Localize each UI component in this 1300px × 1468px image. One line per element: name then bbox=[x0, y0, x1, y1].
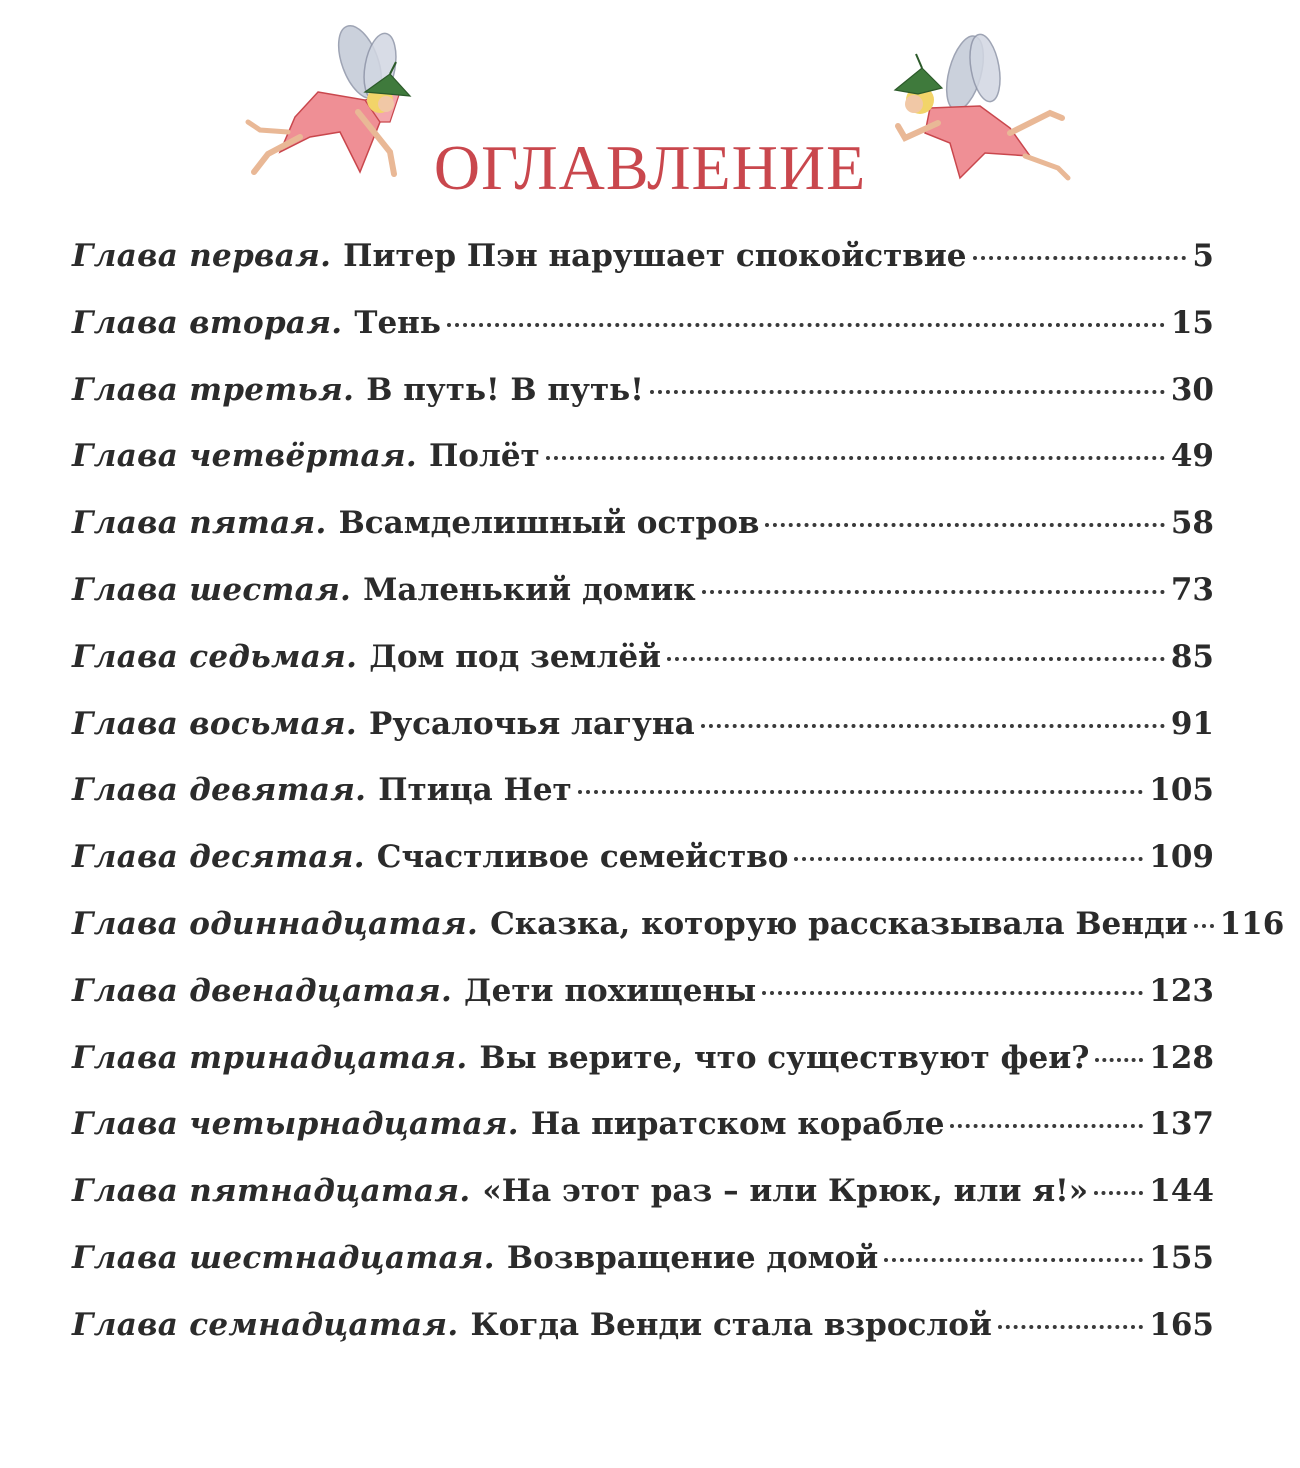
chapter-title: Возвращение домой bbox=[506, 1239, 879, 1276]
chapter-page-number: 15 bbox=[1170, 304, 1214, 341]
chapter-row bbox=[72, 505, 1214, 572]
chapter-page-number: 155 bbox=[1149, 1239, 1214, 1276]
chapter-row bbox=[72, 438, 1214, 505]
chapter-row bbox=[72, 639, 1214, 706]
chapter-page-number: 91 bbox=[1170, 705, 1214, 742]
chapter-title: Маленький домик bbox=[363, 571, 696, 608]
chapter-title: Питер Пэн нарушает спокойствие bbox=[343, 238, 967, 274]
chapter-label: Глава пятнадцатая. bbox=[72, 1173, 471, 1210]
chapter-label: Глава тринадцатая. bbox=[72, 1039, 468, 1076]
chapter-title: Дети похищены bbox=[464, 972, 757, 1009]
chapter-label: Глава четвёртая. bbox=[72, 438, 418, 475]
chapter-page-number: 165 bbox=[1149, 1306, 1214, 1343]
chapter-row bbox=[72, 1173, 1214, 1240]
dot-leader bbox=[884, 1258, 1143, 1262]
chapter-label: Глава одиннадцатая. bbox=[72, 905, 479, 942]
chapter-title: Вы верите, что существуют феи? bbox=[479, 1039, 1090, 1076]
dot-leader bbox=[765, 523, 1164, 527]
chapter-title: На пиратском корабле bbox=[530, 1106, 945, 1143]
chapter-label: Глава вторая. bbox=[72, 304, 343, 341]
chapter-label: Глава семнадцатая. bbox=[72, 1306, 459, 1343]
chapter-row bbox=[72, 572, 1214, 639]
chapter-label: Глава первая. bbox=[72, 238, 332, 274]
chapter-title: Когда Венди стала взрослой bbox=[470, 1306, 992, 1343]
dot-leader bbox=[546, 456, 1165, 460]
chapter-title: «На этот раз – или Крюк, или я!» bbox=[482, 1173, 1089, 1210]
dot-leader bbox=[701, 724, 1165, 728]
chapter-page-number: 58 bbox=[1170, 505, 1214, 542]
dot-leader bbox=[794, 857, 1143, 861]
chapter-row bbox=[72, 1240, 1214, 1307]
chapter-row bbox=[72, 1040, 1214, 1107]
chapter-row bbox=[72, 372, 1214, 439]
chapter-row bbox=[72, 238, 1214, 305]
chapter-label: Глава шестая. bbox=[72, 571, 352, 608]
dot-leader bbox=[1194, 924, 1214, 928]
chapter-list bbox=[72, 238, 1285, 1374]
chapter-title: Тень bbox=[354, 304, 441, 341]
page-title: ОГЛАВЛЕНИЕ bbox=[433, 132, 867, 203]
chapter-title: Русалочья лагуна bbox=[369, 705, 695, 742]
dot-leader bbox=[973, 256, 1187, 260]
chapter-title: Счастливое семейство bbox=[376, 839, 789, 876]
chapter-page-number: 123 bbox=[1149, 972, 1214, 1009]
chapter-label: Глава пятая. bbox=[72, 505, 327, 542]
chapter-title: Сказка, которую рассказывала Венди bbox=[490, 905, 1188, 942]
dot-leader bbox=[1095, 1058, 1143, 1062]
chapter-label: Глава десятая. bbox=[72, 839, 365, 876]
dot-leader bbox=[1094, 1191, 1143, 1195]
chapter-label: Глава девятая. bbox=[72, 772, 367, 809]
chapter-page-number: 30 bbox=[1170, 371, 1214, 408]
chapter-page-number: 85 bbox=[1170, 638, 1214, 675]
dot-leader bbox=[762, 991, 1143, 995]
chapter-title: В путь! В путь! bbox=[366, 371, 644, 408]
chapter-row bbox=[72, 305, 1214, 372]
dot-leader bbox=[578, 790, 1144, 794]
chapter-page-number: 5 bbox=[1192, 238, 1214, 274]
chapter-page-number: 144 bbox=[1149, 1173, 1214, 1210]
chapter-title: Полёт bbox=[429, 438, 540, 475]
chapter-page-number: 116 bbox=[1219, 905, 1285, 942]
chapter-title: Птица Нет bbox=[378, 772, 572, 809]
chapter-page-number: 105 bbox=[1149, 772, 1214, 809]
chapter-row bbox=[72, 1307, 1214, 1374]
chapter-label: Глава четырнадцатая. bbox=[72, 1106, 519, 1143]
chapter-page-number: 137 bbox=[1149, 1106, 1214, 1143]
chapter-row bbox=[72, 772, 1214, 839]
chapter-page-number: 128 bbox=[1149, 1039, 1214, 1076]
chapter-label: Глава третья. bbox=[72, 371, 355, 408]
chapter-row bbox=[72, 905, 1285, 973]
chapter-row bbox=[72, 973, 1214, 1040]
dot-leader bbox=[667, 657, 1165, 661]
dot-leader bbox=[950, 1124, 1143, 1128]
chapter-row bbox=[72, 839, 1214, 906]
chapter-title: Всамделишный остров bbox=[338, 505, 760, 542]
chapter-row bbox=[72, 706, 1214, 773]
chapter-label: Глава двенадцатая. bbox=[72, 972, 453, 1009]
dot-leader bbox=[447, 323, 1165, 327]
chapter-row bbox=[72, 1106, 1214, 1173]
dot-leader bbox=[998, 1325, 1143, 1329]
dot-leader bbox=[650, 390, 1165, 394]
chapter-page-number: 73 bbox=[1170, 571, 1214, 608]
chapter-label: Глава седьмая. bbox=[72, 638, 358, 675]
chapter-page-number: 49 bbox=[1170, 438, 1214, 475]
chapter-title: Дом под землёй bbox=[369, 638, 662, 675]
dot-leader bbox=[702, 590, 1165, 594]
chapter-page-number: 109 bbox=[1149, 839, 1214, 876]
chapter-label: Глава шестнадцатая. bbox=[72, 1239, 495, 1276]
chapter-label: Глава восьмая. bbox=[72, 705, 358, 742]
